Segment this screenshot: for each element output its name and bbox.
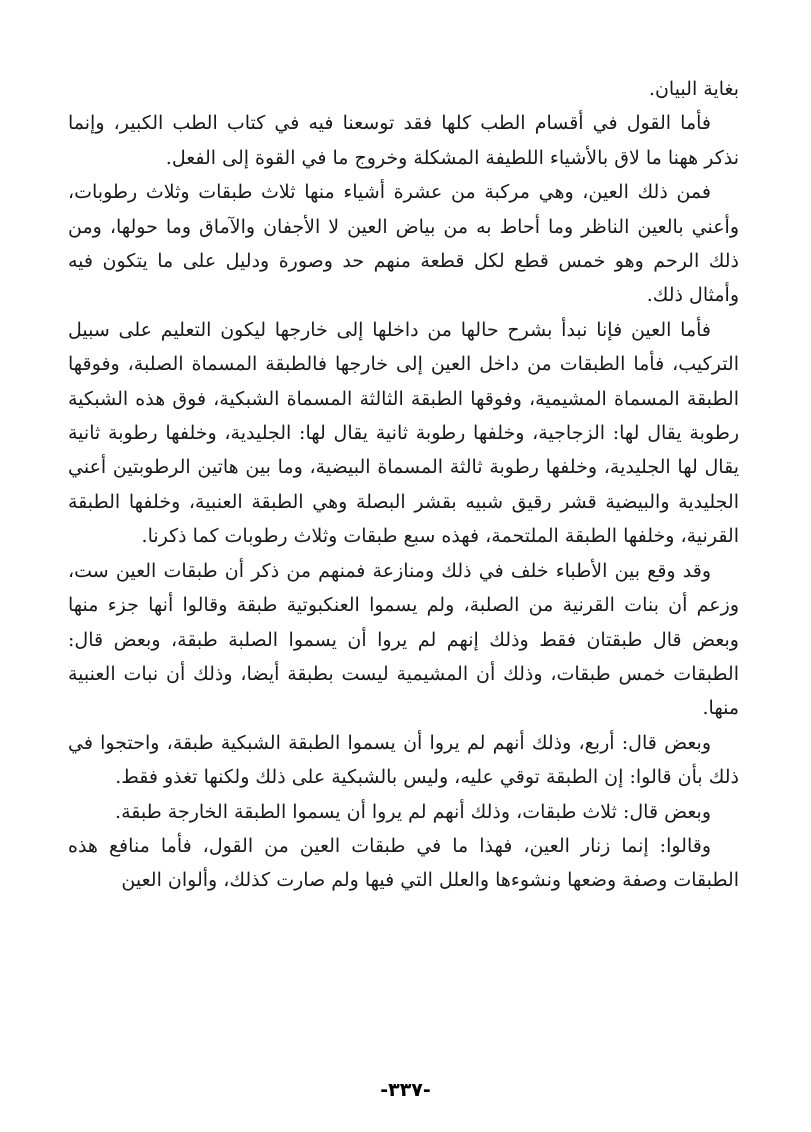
paragraph-eye-belt: وقالوا: إنما زنار العين، فهذا ما في طبقات العين من القول، فأما منافع هذه الطبقات وصفة وضعها ونشوءها والعلل التي فيها ولم صارت كذلك، وألوان العين xyxy=(68,834,739,892)
paragraph-continuation: بغاية البيان. xyxy=(648,78,739,100)
page-number: -٣٣٧- xyxy=(380,1079,431,1101)
paragraph-medicine-divisions: فأما القول في أقسام الطب كلها فقد توسعنا فيه في كتاب الطب الكبير، وإنما نذكر ههنا ما لاق بالأشياء اللطيفة المشكلة وخروج ما في القوة إلى الفعل. xyxy=(68,112,739,169)
body-text xyxy=(68,72,739,898)
paragraph-three-layers: وبعض قال: ثلاث طبقات، وذلك أنهم لم يروا أن يسموا الطبقة الخارجة طبقة. xyxy=(115,800,711,823)
paragraph-physicians-disagreement: وقد وقع بين الأطباء خلف في ذلك ومنازعة فمنهم من ذكر أن طبقات العين ست، وزعم أن بنات القرنية من الصلبة، ولم يسموا العنكبوتية طبقة وقالوا أنها جزء منها وبعض قال طبقتان فقط وذلك إنهم لم يروا أن يسموا الصلبة طبقة، وبعض قال: الطبقات خمس طبقات، وذلك أن المشيمية ليست بطبقة أيضا، وذلك أن نبات العنبية منها. xyxy=(68,559,739,720)
paragraph-four-layers: وبعض قال: أربع، وذلك أنهم لم يروا أن يسموا الطبقة الشبكية طبقة، واحتجوا في ذلك بأن قالوا: إن الطبقة توقي عليه، وليس بالشبكية على ذلك ولكنها تغذو فقط. xyxy=(68,731,739,789)
paragraph-eye-composition: فمن ذلك العين، وهي مركبة من عشرة أشياء منها ثلاث طبقات وثلاث رطوبات، وأعني بالعين الناظر وما أحاط به من بياض العين لا الأجفان والآماق وما حولها، ومن ذلك الرحم وهو خمس قطع لكل قطعة منهم حد وصورة ودليل على ما يتكون فيه وأمثال ذلك. xyxy=(68,181,739,307)
paragraph-eye-layers: فأما العين فإنا نبدأ بشرح حالها من داخلها إلى خارجها ليكون التعليم على سبيل التركيب، فأما الطبقات من داخل العين إلى خارجها فالطبقة المسماة الصلبة، وفوقها الطبقة المسماة المشيمية، وفوقها الطبقة الثالثة المسماة الشبكية، فوق هذه الشبكية رطوبة يقال لها: الزجاجية، وخلفها رطوبة ثانية يقال لها: الجليدية، وخلفها رطوبة ثانية يقال لها الجليدية، وخلفها رطوبة ثالثة المسماة البيضية، وما بين هاتين الرطوبتين أعني الجليدية والبيضية قشر رقيق شبيه بقشر البصلة وهي الطبقة العنبية، وخلفها الطبقة القرنية، وخلفها الطبقة الملتحمة، فهذه سبع طبقات وثلاث رطوبات كما ذكرنا. xyxy=(68,318,739,548)
